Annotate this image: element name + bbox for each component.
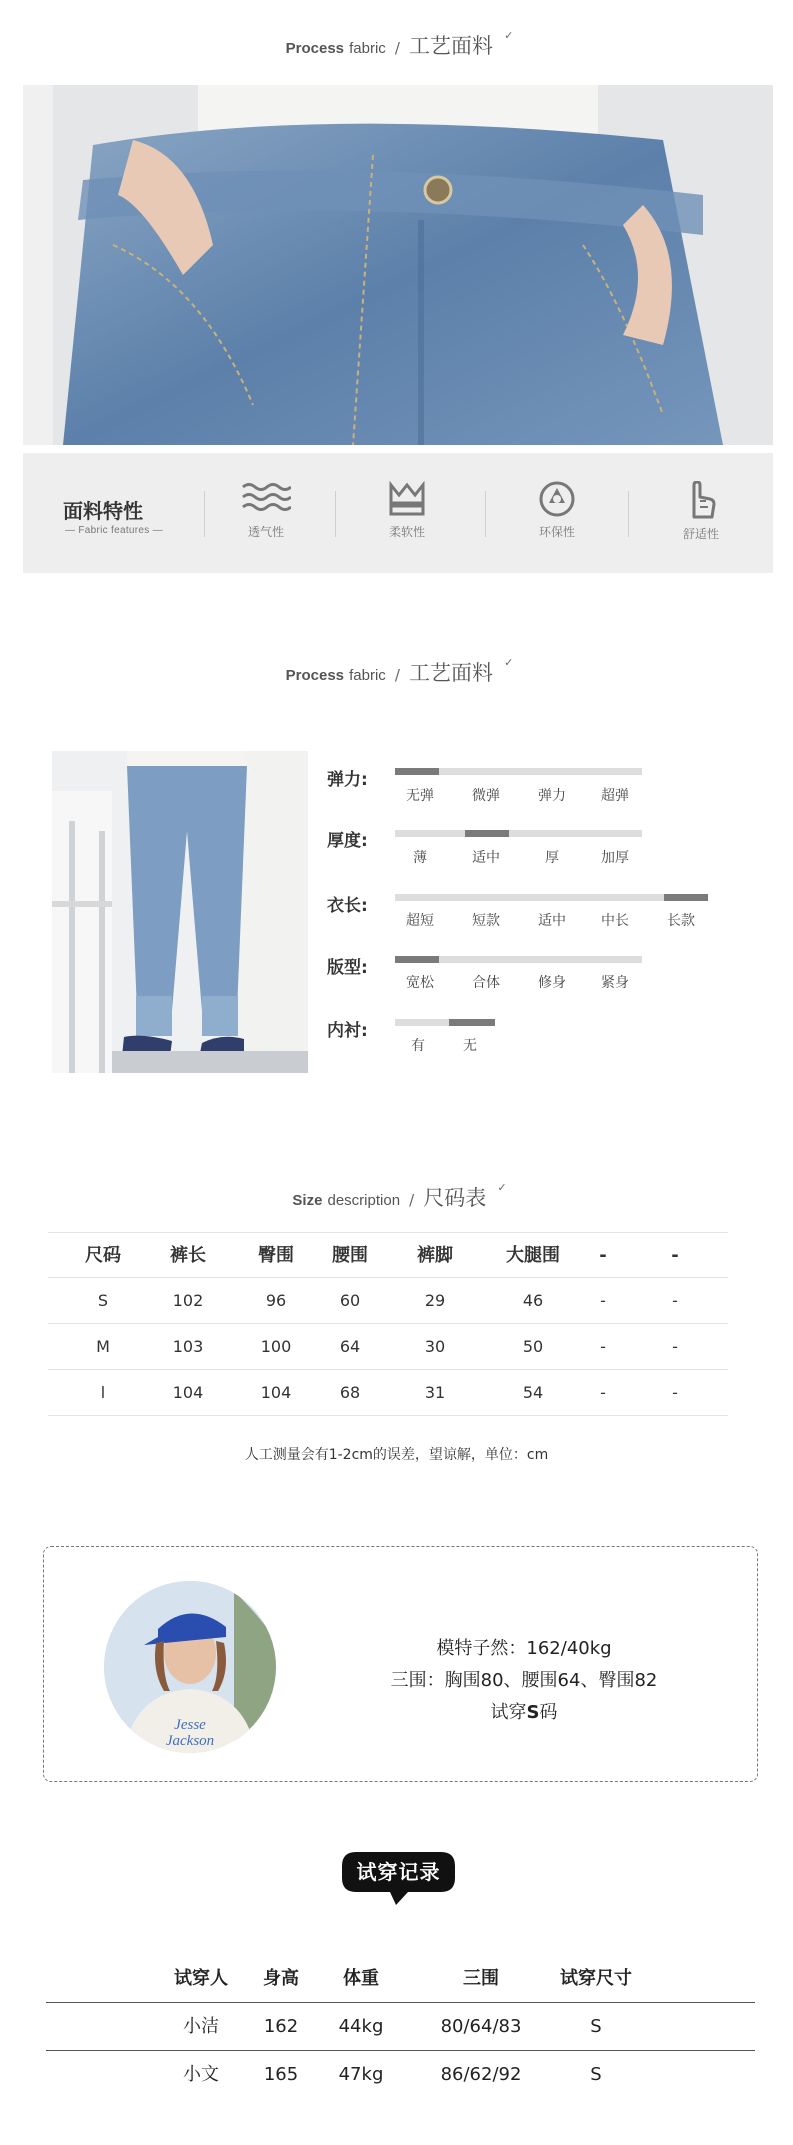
table-row: [48, 1324, 728, 1370]
param-option: 宽松: [406, 975, 434, 991]
table-cell: 68: [339, 1383, 361, 1402]
table-row: [48, 1370, 728, 1416]
feature-label: 柔软性: [388, 525, 425, 539]
model-info-card: [43, 1546, 758, 1782]
title-en-light: description: [327, 1192, 401, 1209]
table-header-cell: -: [671, 1245, 679, 1266]
param-option: 紧身: [601, 975, 629, 991]
table-cell: -: [672, 1291, 678, 1310]
model-size-suffix: 码: [539, 1702, 558, 1723]
table-header-cell: 尺码: [85, 1245, 121, 1266]
features-title: 面料特性: [63, 499, 143, 523]
recycle-icon: [538, 481, 576, 517]
section-title-size: [0, 1182, 793, 1212]
table-cell: -: [600, 1337, 606, 1356]
shirt-print-2: Jackson: [165, 1733, 215, 1749]
model-portrait: [104, 1581, 276, 1753]
table-cell: 162: [263, 2016, 299, 2037]
feature-label: 舒适性: [682, 527, 719, 541]
param-option: 适中: [538, 913, 566, 929]
model-size-value: S: [526, 1702, 540, 1723]
table-cell: S: [97, 1291, 109, 1310]
feature-soft: [357, 481, 457, 540]
param-fill: [449, 1019, 495, 1026]
param-option: 短款: [472, 913, 500, 929]
param-fill: [465, 830, 509, 837]
table-cell: S: [590, 2064, 602, 2085]
param-fill: [664, 894, 708, 901]
param-track-elasticity: [395, 768, 642, 775]
table-header-cell: 腰围: [332, 1245, 368, 1266]
table-row: [46, 2003, 755, 2051]
check-icon: ✓: [504, 29, 514, 42]
feature-breathable: [216, 481, 316, 540]
badge-label: 试穿记录: [356, 1860, 441, 1884]
table-cell: 小洁: [183, 2016, 219, 2037]
table-header-cell: 身高: [263, 1968, 299, 1989]
avatar: [104, 1581, 276, 1753]
table-cell: 96: [265, 1291, 287, 1310]
param-track-length: [395, 894, 708, 901]
table-cell: -: [672, 1383, 678, 1402]
model-measure-line: 三围：胸围80、腰围64、臀围82: [390, 1670, 658, 1691]
model-size-line: [289, 1698, 759, 1724]
title-en-bold: Size: [292, 1192, 323, 1209]
param-option: 超短: [406, 913, 434, 929]
model-size-prefix: 试穿: [490, 1702, 527, 1723]
title-cn: 工艺面料: [409, 34, 494, 58]
param-label-fit: 版型:: [327, 958, 368, 978]
param-track-fit: [395, 956, 642, 963]
divider: [485, 491, 486, 537]
model-stats-line: 模特子然：162/40kg: [436, 1638, 612, 1659]
table-row: [46, 2051, 755, 2099]
table-cell: 60: [339, 1291, 361, 1310]
model-jeans-photo: [52, 751, 308, 1073]
divider: [204, 491, 205, 537]
param-option: 中长: [601, 913, 629, 929]
title-cn: 尺码表: [423, 1186, 487, 1210]
table-header-cell: 试穿尺寸: [560, 1968, 632, 1989]
table-cell: 86/62/92: [440, 2064, 522, 2085]
table-header-row: [46, 1955, 755, 2003]
param-option: 合体: [472, 975, 500, 991]
title-cn: 工艺面料: [409, 661, 494, 685]
table-cell: 104: [172, 1383, 204, 1402]
hand-icon: [684, 481, 718, 519]
param-option: 适中: [472, 850, 500, 866]
table-header-cell: 三围: [463, 1968, 499, 1989]
feature-comfort: [651, 481, 751, 542]
check-icon: ✓: [497, 1181, 507, 1194]
table-cell: -: [672, 1337, 678, 1356]
param-label-length: 衣长:: [327, 896, 368, 916]
table-cell: 103: [172, 1337, 204, 1356]
title-en-bold: Process: [285, 40, 345, 57]
soft-crown-icon: [387, 481, 427, 517]
table-header-cell: 裤脚: [417, 1245, 453, 1266]
title-en-light: fabric: [349, 667, 386, 684]
waves-icon: [241, 481, 291, 517]
table-cell: 44kg: [338, 2016, 384, 2037]
divider: [628, 491, 629, 537]
table-cell: 30: [424, 1337, 446, 1356]
table-cell: 102: [172, 1291, 204, 1310]
title-en-bold: Process: [285, 667, 345, 684]
table-cell: 165: [263, 2064, 299, 2085]
param-fill: [395, 768, 439, 775]
table-row: [48, 1278, 728, 1324]
param-option: 超弹: [601, 788, 629, 804]
param-track-lining: [395, 1019, 495, 1026]
title-slash: /: [394, 666, 400, 684]
param-option: 长款: [667, 913, 695, 929]
table-cell: -: [600, 1383, 606, 1402]
param-track-thickness: [395, 830, 642, 837]
section-title-process-fabric: [0, 30, 793, 60]
denim-illustration: [23, 85, 773, 445]
size-note: 人工测量会有1-2cm的误差，望谅解，单位：cm: [244, 1447, 549, 1463]
hero-denim-photo: [23, 85, 773, 445]
feature-label: 环保性: [538, 525, 575, 539]
table-cell: 104: [260, 1383, 292, 1402]
table-header-cell: 大腿围: [506, 1245, 560, 1266]
table-cell: 64: [339, 1337, 361, 1356]
table-cell: 29: [424, 1291, 446, 1310]
title-slash: /: [409, 1191, 415, 1209]
divider: [335, 491, 336, 537]
table-cell: 31: [424, 1383, 446, 1402]
table-cell: -: [600, 1291, 606, 1310]
table-cell: S: [590, 2016, 602, 2037]
param-option: 微弹: [472, 788, 500, 804]
param-option: 加厚: [601, 850, 629, 866]
param-option: 有: [411, 1038, 425, 1054]
table-cell: 小文: [183, 2064, 219, 2085]
table-cell: 54: [522, 1383, 544, 1402]
param-label-thickness: 厚度:: [327, 831, 368, 851]
shirt-print-1: Jesse: [174, 1717, 206, 1733]
feature-label: 透气性: [247, 525, 284, 539]
param-option: 厚: [545, 850, 559, 866]
param-label-lining: 内衬:: [327, 1021, 368, 1041]
table-cell: l: [100, 1383, 106, 1402]
table-cell: 46: [522, 1291, 544, 1310]
param-option: 无: [463, 1038, 477, 1054]
param-fill: [395, 956, 439, 963]
feature-eco: [507, 481, 607, 540]
param-option: 无弹: [406, 788, 434, 804]
title-en-light: fabric: [349, 40, 386, 57]
check-icon: ✓: [504, 656, 514, 669]
table-header-cell: 体重: [343, 1968, 379, 1989]
param-option: 修身: [538, 975, 566, 991]
jeans-illustration: [52, 751, 308, 1073]
features-subtitle: — Fabric features —: [65, 525, 163, 536]
tryon-record-badge: [340, 1850, 457, 1906]
param-label-elasticity: 弹力:: [327, 770, 368, 790]
title-slash: /: [394, 39, 400, 57]
table-cell: 47kg: [338, 2064, 384, 2085]
param-option: 薄: [413, 850, 427, 866]
table-cell: 80/64/83: [440, 2016, 522, 2037]
table-cell: 100: [260, 1337, 292, 1356]
table-header-row: [48, 1232, 728, 1278]
param-option: 弹力: [538, 788, 566, 804]
section-title-process-fabric-2: [0, 657, 793, 687]
fabric-features-bar: [23, 453, 773, 573]
table-cell: 50: [522, 1337, 544, 1356]
table-header-cell: 臀围: [258, 1245, 294, 1266]
table-header-cell: 试穿人: [174, 1968, 228, 1989]
table-cell: M: [96, 1337, 110, 1356]
table-header-cell: 裤长: [170, 1245, 206, 1266]
table-header-cell: -: [599, 1245, 607, 1266]
